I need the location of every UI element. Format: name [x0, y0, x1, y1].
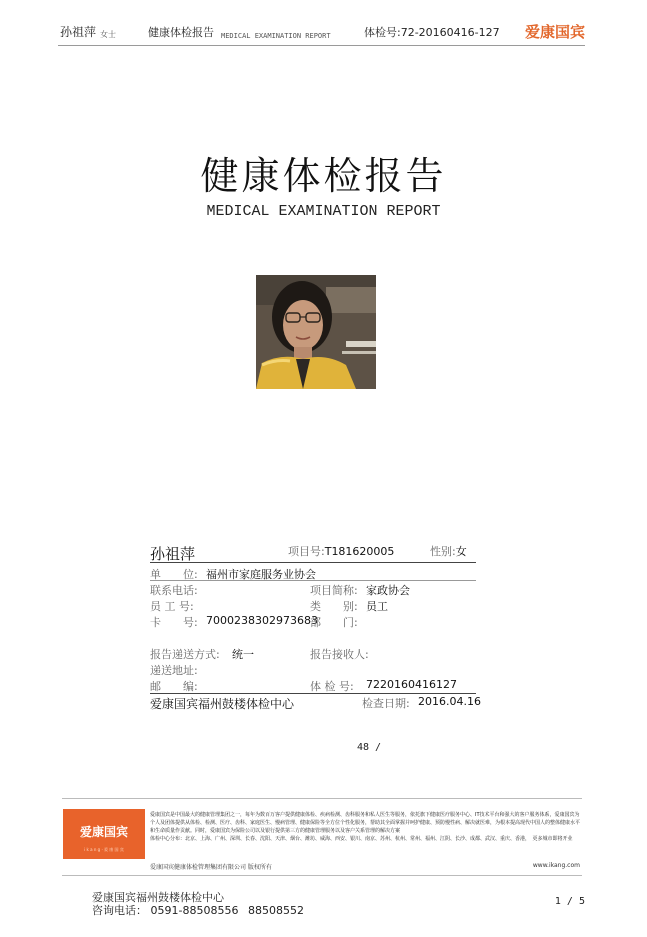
dept-label: 部 门:: [310, 616, 358, 629]
sex-value: 女: [455, 545, 467, 558]
header-exam-number-label: 体检号:: [364, 26, 401, 39]
exam-date-value: 2016.04.16: [418, 695, 481, 708]
company-description-paragraph: 爱康国宾是中国最大的健康管理集团之一，每年为数百万客户提供健康体检、疾病检测、齿科服务和私人医生等服务，依托旗下健康医疗服务中心、IT技术平台和强大的客户服务体系，爱康国宾为个人及团体提供从体检、检测、医疗、齿科、家庭医生、慢病管理、健康保险等全方位个性化服务，帮助其全面掌握并呵护健康、预防慢性病、解决就医难，为根本提高现代中国人的整体健康水平和生命质量作贡献。同时，爱康国宾为保险公司以及银行提供第三方的健康管理服务以及客户关系管理的解决方案: [150, 812, 581, 834]
exam-no-value: 7220160416127: [366, 678, 457, 691]
brand-logo-subtext: i k a n g · 爱 康 国 宾: [84, 847, 124, 852]
divider: [150, 562, 476, 563]
category-value: 员工: [366, 600, 388, 613]
header-report-title-en: MEDICAL EXAMINATION REPORT: [221, 32, 331, 40]
project-number: [288, 543, 394, 559]
card-no-label: 卡 号:: [150, 616, 198, 629]
footer-center-name: 爱康国宾福州鼓楼体检中心: [92, 891, 224, 904]
divider: [150, 580, 476, 581]
brand-logo-text: 爱康国宾: [79, 825, 128, 839]
unit-label: 单 位:: [150, 568, 198, 581]
header-exam-number-value: 72-20160416-127: [400, 26, 500, 39]
project-number-value: T181620005: [324, 545, 395, 558]
header-brand-logo: 爱康国宾: [524, 23, 585, 41]
company-info-banner: [62, 798, 582, 876]
footer-phone-1: 0591-88508556: [150, 904, 239, 917]
header-exam-number: [364, 24, 500, 40]
page-marker: 48 /: [357, 742, 382, 753]
footer-page-number: 1 / 5: [554, 896, 585, 907]
delivery-label: 报告递送方式:: [150, 648, 220, 661]
project-abbr-value: 家政协会: [366, 584, 410, 597]
delivery-value: 统一: [232, 648, 254, 661]
company-description: [150, 811, 580, 843]
footer-phone-label: 咨询电话：: [92, 904, 147, 917]
category-label: 类 别:: [310, 600, 358, 613]
sex-label: 性别:: [430, 545, 456, 558]
employee-no-label: 员 工 号:: [150, 600, 194, 613]
exam-date-label: 检查日期:: [362, 697, 410, 710]
brand-logo: [63, 809, 145, 859]
postcode-label: 邮 编:: [150, 680, 198, 693]
exam-center-name: 爱康国宾福州鼓楼体检中心: [150, 697, 295, 711]
sex: [430, 543, 467, 559]
report-title: 健康体检报告: [200, 154, 447, 198]
unit-value: 福州市家庭服务业协会: [206, 568, 316, 581]
center-locations: 体检中心分布：北京、上海、广州、深圳、长春、沈阳、天津、烟台、潍坊、威海、西安、银川、南京、苏州、杭州、常州、福州、江阴、长沙、成都、武汉、重庆、香港， 更多城市即将开业: [150, 836, 573, 842]
company-copyright: 爱康国宾健康体检管理集团有限公司 版权所有: [150, 864, 272, 871]
card-no-value: 7000238302973683: [206, 614, 318, 627]
header-patient-name: 孙祖萍: [60, 25, 97, 39]
project-number-label: 项目号:: [288, 545, 325, 558]
patient-name: 孙祖萍: [150, 545, 196, 563]
receiver-label: 报告接收人:: [310, 648, 369, 661]
company-website-link[interactable]: www.ikang.com: [532, 862, 580, 869]
page-header: [58, 22, 585, 46]
footer-phone-2: 88508552: [247, 904, 304, 917]
patient-photo: [256, 275, 376, 389]
phone-label: 联系电话:: [150, 584, 198, 597]
exam-no-label: 体 检 号:: [310, 680, 354, 693]
header-gender: 女士: [100, 30, 116, 39]
report-title-en: MEDICAL EXAMINATION REPORT: [206, 203, 441, 220]
page-footer: [92, 891, 304, 917]
footer-phone: [92, 904, 304, 917]
divider: [150, 693, 476, 694]
address-label: 递送地址:: [150, 664, 198, 677]
header-report-title: 健康体检报告: [148, 26, 214, 39]
project-abbr-label: 项目简称:: [310, 584, 358, 597]
